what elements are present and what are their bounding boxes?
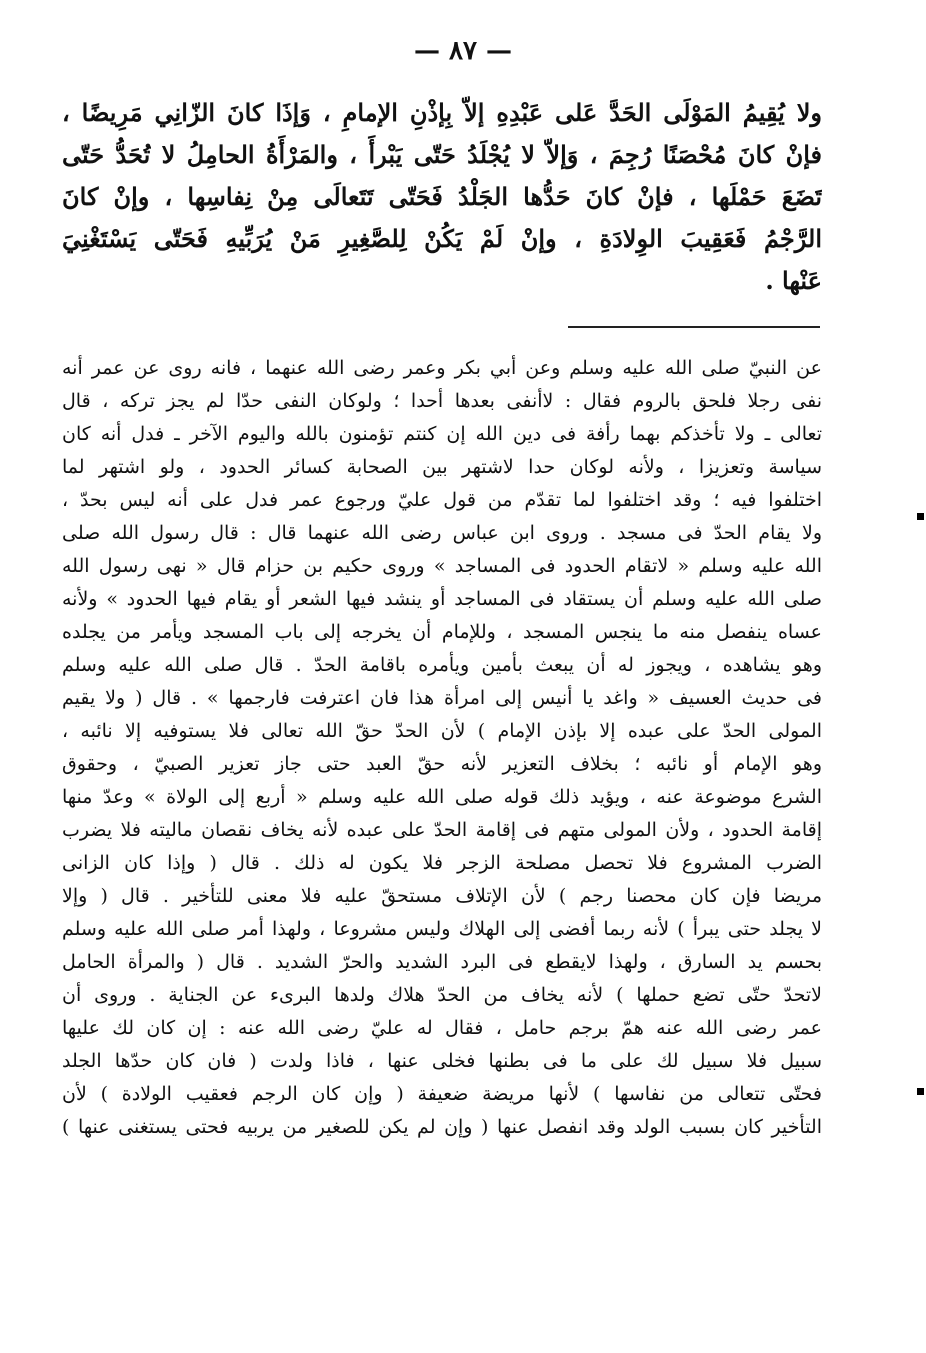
matn-line: فإنْ كانَ مُحْصَنًا رُجِمَ ، وَإلاّ لا يُجْلَدُ حَتّى يَبْرأَ ، والمَرْأَةُ الحامِلُ لا تُحَدُّ حَتّى bbox=[62, 140, 822, 169]
commentary-line: لاتحدّ حتّى تضع حملها ) لأنه يخاف من الحدّ هلاك ولدها البرىء عن الجناية . وروى أن bbox=[62, 984, 822, 1006]
commentary-line: وهو الإمام أو نائبه ؛ بخلاف التعزير لأنه حقّ العبد حتى جاز تعزير الصبيّ ، وحقوق bbox=[62, 753, 822, 775]
commentary-line: لا يجلد حتى يبرأ ) لأنه ربما أفضى إلى الهلاك وليس مشروعا ، ولهذا أمر صلى الله عليه وسلم bbox=[62, 918, 822, 940]
commentary-line: عمر رضى الله عنه همّ برجم حامل ، فقال له عليّ رضى الله عنه : إن كان لك عليها bbox=[62, 1017, 822, 1039]
margin-mark bbox=[917, 1088, 924, 1095]
commentary-line: عن النبيّ صلى الله عليه وسلم وعن أبي بكر وعمر رضى الله عنهما ، فانه روى عن عمر أنه bbox=[62, 357, 822, 379]
commentary-line: سياسة وتعزيزا ، ولأنه لوكان حدا لاشتهر بين الصحابة كسائر الحدود ، ولو اشتهر لما bbox=[62, 456, 822, 478]
commentary-line: فى حديث العسيف « واغد يا أنيس إلى امرأة هذا فان اعترفت فارجمها » . قال ( ولا يقيم bbox=[62, 687, 822, 709]
commentary-line: اختلفوا فيه ؛ وقد اختلفوا لما تقدّم من قول عليّ ورجوع عمر فدل على أنه ليس بحدّ ، bbox=[62, 489, 822, 511]
matn-text bbox=[62, 92, 822, 302]
separator-rule bbox=[568, 326, 820, 328]
commentary-line: وهو يشاهده ، ويجوز له أن يبعث بأمين ويأمره باقامة الحدّ . قال صلى الله عليه وسلم bbox=[62, 654, 822, 676]
commentary-line: ولا يقام الحدّ فى مسجد . وروى ابن عباس رضى الله عنهما قال : قال رسول الله صلى bbox=[62, 522, 822, 544]
commentary-line: سبيل فلا سبيل لك على ما فى بطنها فخلى عنها ، فاذا ولدت ( فان كان حدّها الجلد bbox=[62, 1050, 822, 1072]
margin-mark bbox=[917, 513, 924, 520]
page-number: — ٨٧ — bbox=[413, 36, 513, 66]
commentary-line: التأخير كان بسبب الولد وقد انفصل عنها ( وإن لم يكن للصغير من يربيه فحتى يستغنى عنها ) bbox=[62, 1116, 822, 1138]
commentary-line: بحسم يد السارق ، ولهذا لايقطع فى البرد الشديد والحرّ الشديد . قال ( والمرأة الحامل bbox=[62, 951, 822, 973]
commentary-line: الله عليه وسلم « لاتقام الحدود فى المساجد » وروى حكيم بن حزام قال « نهى رسول الله bbox=[62, 555, 822, 577]
commentary-line: تعالى ـ ولا تأخذكم بهما رأفة فى دين الله إن كنتم تؤمنون بالله واليوم الآخر ـ فدل أنه كان bbox=[62, 423, 822, 445]
commentary-line: المولى الحدّ على عبده إلا بإذن الإمام ) لأن الحدّ حقّ الله تعالى فلا يستوفيه إلا نائبه ، bbox=[62, 720, 822, 742]
commentary-line: الضرب المشروع فلا تحصل مصلحة الزجر فلا يكون له ذلك . قال ( وإذا كان الزانى bbox=[62, 852, 822, 874]
commentary-line: الشرع موضوعة عنه ، ويؤيد ذلك قوله صلى الله عليه وسلم « أربع إلى الولاة » وعدّ منها bbox=[62, 786, 822, 808]
matn-line: عَنْها . bbox=[765, 266, 822, 295]
commentary-line: فحتّى تتعالى من نفاسها ) لأنها مريضة ضعيفة ( وإن كان الرجم فعقيب الولادة ) لأن bbox=[62, 1083, 822, 1105]
commentary-line: نفى رجلا فلحق بالروم فقال : لاأنفى بعدها أحدا ؛ ولوكان النفى حدّا لم يجز تركه ، قال bbox=[62, 390, 822, 412]
commentary-line: عساه ينفصل منه ما ينجس المسجد ، وللإمام أن يخرجه إلى باب المسجد ويأمر من يجلده bbox=[62, 621, 822, 643]
matn-line: ولا يُقِيمُ المَوْلَى الحَدَّ عَلى عَبْدِهِ إلاّ بِإذْنِ الإمامِ ، وَإذَا كانَ الزّانِي مَرِيضًا ، bbox=[62, 98, 822, 127]
matn-line: تَضَعَ حَمْلَها ، فإنْ كانَ حَدُّها الجَلْدُ فَحَتّى تَتَعالَى مِنْ نِفاسِها ، وإنْ كانَ bbox=[62, 182, 822, 211]
commentary-line: صلى الله عليه وسلم أن يستقاد فى المساجد أو ينشد فيها الشعر أو يقام فيها الحدود » ولأنه bbox=[62, 588, 822, 610]
matn-line: الرَّجْمُ فَعَقِيبَ الوِلادَةِ ، وإنْ لَمْ يَكُنْ لِلصَّغِيرِ مَنْ يُرَبِّيهِ فَحَتّى يَسْتَغْنِيَ bbox=[62, 224, 822, 253]
commentary-line: إقامة الحدود ، ولأن المولى متهم فى إقامة الحدّ على عبده لأنه يخاف نقصان ماليته فلا يضرب bbox=[62, 819, 822, 841]
commentary-line: مريضا فإن كان محصنا رجم ) لأن الإتلاف مستحقّ عليه فلا معنى للتأخير . قال ( وإلا bbox=[62, 885, 822, 907]
commentary-text bbox=[62, 352, 822, 1144]
